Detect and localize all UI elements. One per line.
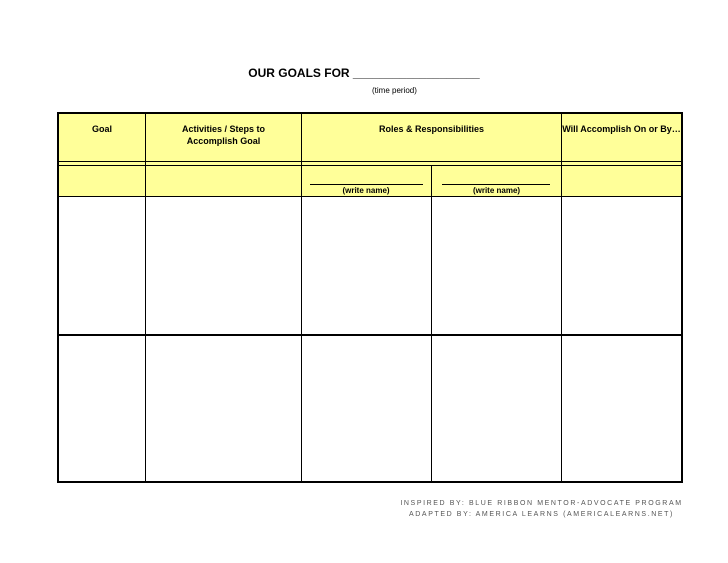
name-blank-line-1 [310, 184, 423, 185]
name-placeholder-1: (write name) [342, 186, 390, 195]
page-subtitle: (time period) [372, 86, 417, 95]
goals-table [57, 112, 683, 483]
row-divider-body-1 [59, 196, 681, 197]
footer-credit-line-2: ADAPTED BY: AMERICA LEARNS (AMERICALEARNS.NET) [409, 511, 674, 518]
page-title: OUR GOALS FOR ___________________ [248, 66, 480, 80]
column-header-roles: Roles & Responsibilities [378, 124, 485, 134]
footer-credit-line-1: INSPIRED BY: BLUE RIBBON MENTOR-ADVOCATE PROGRAM [400, 500, 683, 507]
column-divider-3 [561, 114, 562, 481]
row-divider-header [59, 161, 681, 162]
column-header-activities: Activities / Steps to Accomplish Goal [181, 124, 266, 146]
column-divider-roles [431, 165, 432, 481]
column-divider-1 [145, 114, 146, 481]
name-placeholder-2: (write name) [472, 186, 521, 195]
row-divider-body-2 [59, 334, 681, 336]
row-divider-subheader [59, 165, 681, 166]
column-header-accomplish-by: Will Accomplish On or By… [562, 124, 681, 134]
column-divider-2 [301, 114, 302, 481]
column-header-goal: Goal [91, 124, 112, 134]
name-blank-line-2 [442, 184, 550, 185]
